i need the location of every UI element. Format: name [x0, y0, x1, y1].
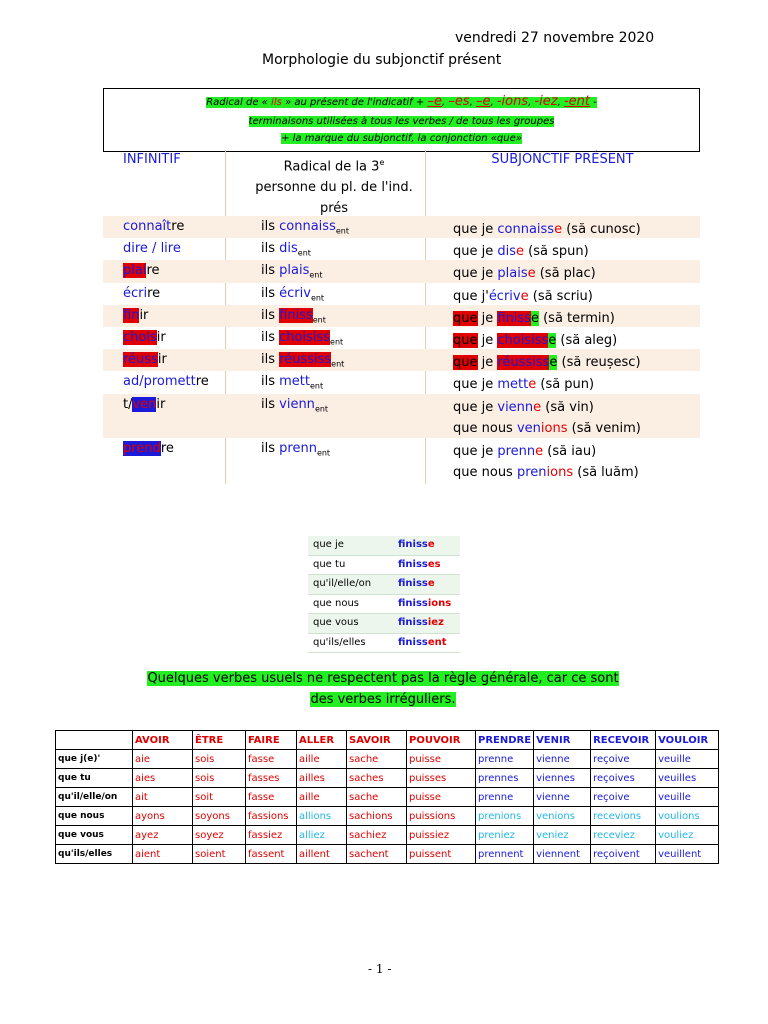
text-fragment: que je: [453, 400, 498, 415]
verb-header: POUVOIR: [407, 731, 476, 750]
verb-form-cell: veuillent: [656, 845, 719, 864]
text-fragment: que je: [453, 444, 498, 459]
irregular-note: Quelques verbes usuels ne respectent pas la règle générale, car ce sont des verbes irréguliers.: [147, 671, 619, 707]
irregular-row: [56, 807, 719, 826]
person-cell: qu'ils/elles: [56, 845, 133, 864]
text-fragment: e: [548, 333, 557, 348]
text-fragment: que j': [453, 289, 489, 304]
infinitive-cell: [123, 397, 165, 412]
irregular-row: [56, 788, 719, 807]
conjugation-row: [103, 349, 700, 371]
finir-form: [398, 539, 435, 550]
text-fragment: ils: [261, 330, 280, 345]
text-fragment: ir: [156, 397, 166, 412]
verb-form-cell: puissiez: [407, 826, 476, 845]
text-fragment: ir: [157, 352, 167, 367]
text-fragment: es: [427, 558, 441, 570]
text-fragment: je: [477, 333, 498, 348]
text-fragment: dis: [497, 244, 517, 259]
text-fragment: e: [549, 355, 558, 370]
verb-form-cell: puissent: [407, 845, 476, 864]
ending-subscript: ent: [310, 293, 325, 303]
text-fragment: ils: [261, 397, 280, 412]
person-cell: que nous: [56, 807, 133, 826]
text-fragment: ils: [261, 374, 280, 389]
text-fragment: ils: [261, 263, 280, 278]
text-fragment: mett: [279, 374, 310, 389]
text-fragment: connaiss: [279, 219, 336, 234]
radical-cell: [261, 397, 328, 414]
infinitive-cell: [123, 441, 174, 456]
finir-form: [398, 617, 444, 628]
finir-person: que tu: [313, 558, 346, 570]
text-fragment: fin: [123, 308, 140, 323]
infinitive-cell: [123, 330, 166, 345]
verb-form-cell: reçoives: [591, 769, 656, 788]
finir-form: [398, 578, 435, 589]
verb-header: AVOIR: [133, 731, 193, 750]
conjugation-row: [103, 283, 700, 305]
text-fragment: (să plac): [535, 266, 596, 281]
verb-form-cell: vienne: [534, 750, 591, 769]
text-fragment: je: [477, 311, 498, 326]
irregular-row: [56, 826, 719, 845]
verb-form-cell: voulions: [656, 807, 719, 826]
verb-header: FAIRE: [246, 731, 297, 750]
ending-subscript: ent: [297, 248, 311, 258]
person-cell: que j(e)': [56, 750, 133, 769]
radical-cell: [261, 241, 311, 258]
verb-form-cell: viennent: [534, 845, 591, 864]
verb-form-cell: soit: [193, 788, 246, 807]
verb-form-cell: alliez: [297, 826, 347, 845]
ending-subscript: ent: [312, 315, 326, 325]
radical-cell: [261, 219, 349, 236]
subjonctif-cell: [453, 441, 639, 483]
text-fragment: que je: [453, 222, 498, 237]
rule-line-1: Radical de « ils » au présent de l'indicatif + –e, –es, –e, -ions, -iez, -ent -: [206, 94, 597, 109]
finir-person: qu'ils/elles: [313, 636, 366, 648]
verb-form-cell: sois: [193, 769, 246, 788]
text-fragment: finiss: [398, 539, 428, 550]
rule-box: [103, 88, 700, 152]
text-fragment: finiss: [398, 597, 428, 609]
verb-form-cell: sache: [347, 788, 407, 807]
text-fragment: réussiss: [279, 352, 332, 367]
text-fragment: ven: [132, 397, 157, 412]
text-fragment: choisiss: [279, 330, 331, 345]
text-fragment: e: [535, 444, 544, 459]
text-fragment: ils: [261, 308, 280, 323]
conjugation-row: [103, 438, 700, 482]
date: vendredi 27 novembre 2020: [455, 30, 655, 46]
text-fragment: choisiss: [497, 333, 549, 348]
person-cell: qu'il/elle/on: [56, 788, 133, 807]
text-fragment: finiss: [398, 558, 428, 570]
radical-cell: [261, 308, 326, 325]
verb-form-cell: aient: [133, 845, 193, 864]
text-fragment: que: [453, 355, 478, 370]
verb-form-cell: puisses: [407, 769, 476, 788]
finir-person: qu'il/elle/on: [313, 578, 372, 589]
verb-form-cell: aillent: [297, 845, 347, 864]
verb-form-cell: aille: [297, 788, 347, 807]
infinitive-cell: [123, 219, 184, 234]
finir-person: que vous: [313, 617, 359, 628]
text-fragment: (să luăm): [573, 465, 639, 480]
text-fragment: que je: [453, 266, 498, 281]
text-fragment: que je: [453, 377, 498, 392]
text-fragment: re: [147, 286, 161, 301]
verb-form-cell: soyons: [193, 807, 246, 826]
text-fragment: écriv: [279, 286, 311, 301]
text-fragment: que: [453, 333, 478, 348]
finir-row: [308, 595, 460, 615]
verb-form-cell: fasse: [246, 788, 297, 807]
text-fragment: ils: [261, 241, 280, 256]
text-fragment: e: [516, 244, 525, 259]
text-fragment: ven: [516, 421, 541, 436]
verb-form-cell: prenne: [476, 750, 534, 769]
person-cell: que tu: [56, 769, 133, 788]
text-fragment: prenn: [497, 444, 536, 459]
verb-form-cell: receviez: [591, 826, 656, 845]
text-fragment: réuss: [123, 352, 158, 367]
finir-person: que je: [313, 539, 344, 550]
text-fragment: e: [533, 400, 542, 415]
text-fragment: finiss: [398, 617, 428, 628]
radical-cell: [261, 441, 330, 458]
subjonctif-cell: [453, 263, 596, 284]
radical-cell: [261, 374, 323, 391]
text-fragment: (să spun): [524, 244, 589, 259]
text-fragment: ils: [261, 352, 280, 367]
verb-form-cell: puisse: [407, 788, 476, 807]
text-fragment: ils: [261, 286, 280, 301]
text-fragment: (să pun): [536, 377, 595, 392]
finir-person: que nous: [313, 597, 360, 609]
radical-cell: [261, 330, 343, 347]
text-fragment: pren: [123, 441, 153, 456]
ending-subscript: ent: [309, 270, 323, 280]
verb-form-cell: prennent: [476, 845, 534, 864]
conjugation-row: [103, 305, 700, 327]
text-fragment: dire / lire: [123, 241, 181, 256]
verb-form-cell: ait: [133, 788, 193, 807]
subjonctif-cell: [453, 241, 589, 262]
verb-form-cell: soyez: [193, 826, 246, 845]
conjugation-row: [103, 327, 700, 349]
verb-header: ÊTRE: [193, 731, 246, 750]
verb-form-cell: fasse: [246, 750, 297, 769]
text-fragment: écriv: [488, 289, 521, 304]
finir-conjugation-table: [308, 536, 460, 653]
finir-row: [308, 634, 460, 654]
verb-form-cell: sache: [347, 750, 407, 769]
text-fragment: pren: [516, 465, 547, 480]
page-number: - 1 -: [368, 962, 392, 976]
infinitive-cell: [123, 286, 160, 301]
verb-form-cell: reçoivent: [591, 845, 656, 864]
finir-row: [308, 575, 460, 595]
verb-form-cell: puisse: [407, 750, 476, 769]
ending-subscript: ent: [330, 337, 344, 347]
conjugation-row: [103, 238, 700, 260]
ending-subscript: ent: [335, 226, 349, 236]
text-fragment: que: [453, 311, 478, 326]
text-fragment: finiss: [497, 311, 531, 326]
ending-subscript: ent: [331, 359, 345, 369]
conjugation-row: [103, 371, 700, 394]
subjonctif-cell: [453, 374, 594, 395]
verb-form-cell: vienne: [534, 788, 591, 807]
text-fragment: ions: [540, 421, 568, 436]
text-fragment: vienn: [497, 400, 534, 415]
verb-form-cell: veuille: [656, 788, 719, 807]
person-cell: que vous: [56, 826, 133, 845]
verb-form-cell: reçoive: [591, 788, 656, 807]
verb-form-cell: aies: [133, 769, 193, 788]
verb-header: SAVOIR: [347, 731, 407, 750]
verb-form-cell: veuille: [656, 750, 719, 769]
text-fragment: (să venim): [567, 421, 641, 436]
text-fragment: ir: [156, 330, 166, 345]
text-fragment: e: [520, 289, 529, 304]
text-fragment: dis: [279, 241, 298, 256]
infinitive-cell: [123, 374, 209, 389]
text-fragment: ent: [427, 636, 447, 648]
text-fragment: réussiss: [497, 355, 550, 370]
verb-form-cell: allions: [297, 807, 347, 826]
text-fragment: chois: [123, 330, 157, 345]
verb-form-cell: sachions: [347, 807, 407, 826]
text-fragment: finiss: [398, 636, 428, 648]
verb-form-cell: sachent: [347, 845, 407, 864]
text-fragment: (să vin): [541, 400, 594, 415]
ending-subscript: ent: [310, 381, 324, 391]
text-fragment: ad/promett: [123, 374, 196, 389]
rule-line-2: terminaisons utilisées à tous les verbes / de tous les groupes: [248, 116, 555, 127]
verb-form-cell: sachiez: [347, 826, 407, 845]
subjonctif-table: [103, 88, 700, 484]
text-fragment: t/: [123, 397, 133, 412]
infinitive-cell: [123, 241, 181, 256]
text-fragment: que nous: [453, 421, 517, 436]
verb-form-cell: fassent: [246, 845, 297, 864]
text-fragment: plai: [123, 263, 147, 278]
finir-form: [398, 637, 447, 648]
verb-form-cell: prenne: [476, 788, 534, 807]
finir-row: [308, 614, 460, 634]
header-radical: Radical de la 3e personne du pl. de l'ind. prés: [255, 158, 413, 217]
verb-header: PRENDRE: [476, 731, 534, 750]
text-fragment: (să iau): [543, 444, 597, 459]
verb-form-cell: fasses: [246, 769, 297, 788]
text-fragment: écri: [123, 286, 148, 301]
ending-subscript: ent: [316, 448, 331, 458]
text-fragment: re: [195, 374, 209, 389]
text-fragment: e: [530, 311, 539, 326]
finir-form: [398, 598, 451, 609]
verb-form-cell: viennes: [534, 769, 591, 788]
text-fragment: (să termin): [538, 311, 615, 326]
text-fragment: (să aleg): [556, 333, 618, 348]
text-fragment: mett: [497, 377, 529, 392]
text-fragment: que nous: [453, 465, 517, 480]
text-fragment: connaiss: [497, 222, 555, 237]
text-fragment: iez: [427, 617, 444, 628]
verb-form-cell: puissions: [407, 807, 476, 826]
verb-form-cell: fassiez: [246, 826, 297, 845]
text-fragment: ir: [139, 308, 149, 323]
radical-cell: [261, 263, 323, 280]
verb-form-cell: sois: [193, 750, 246, 769]
verb-form-cell: aille: [297, 750, 347, 769]
infinitive-cell: [123, 263, 160, 278]
text-fragment: vienn: [279, 397, 315, 412]
irregular-row: [56, 845, 719, 864]
irregular-row: [56, 750, 719, 769]
text-fragment: re: [160, 441, 174, 456]
text-fragment: finiss: [279, 308, 313, 323]
infinitive-cell: [123, 352, 167, 367]
text-fragment: e: [527, 266, 536, 281]
text-fragment: que je: [453, 244, 498, 259]
verb-form-cell: prennes: [476, 769, 534, 788]
conjugation-row: [103, 394, 700, 438]
text-fragment: ils: [261, 441, 280, 456]
text-fragment: re: [146, 263, 160, 278]
header-subjonctif: SUBJONCTIF PRÉSENT: [491, 152, 634, 167]
verb-form-cell: vouliez: [656, 826, 719, 845]
text-fragment: (să scriu): [528, 289, 593, 304]
finir-form: [398, 559, 441, 570]
subjonctif-cell: [453, 397, 641, 439]
text-fragment: plais: [279, 263, 310, 278]
subjonctif-cell: [453, 219, 641, 240]
verb-header: VENIR: [534, 731, 591, 750]
text-fragment: finiss: [398, 578, 428, 589]
text-fragment: (să reușesc): [557, 355, 641, 370]
subjonctif-cell: [453, 352, 641, 373]
text-fragment: e: [554, 222, 563, 237]
verb-form-cell: aie: [133, 750, 193, 769]
subjonctif-cell: [453, 330, 617, 351]
text-fragment: d: [152, 441, 161, 456]
verb-form-cell: prenions: [476, 807, 534, 826]
page-title: Morphologie du subjonctif présent: [262, 52, 502, 68]
verb-form-cell: preniez: [476, 826, 534, 845]
verb-form-cell: saches: [347, 769, 407, 788]
text-fragment: ils: [261, 219, 280, 234]
text-fragment: ions: [546, 465, 574, 480]
radical-cell: [261, 286, 324, 303]
text-fragment: je: [477, 355, 498, 370]
verb-header: ALLER: [297, 731, 347, 750]
text-fragment: ions: [427, 597, 452, 609]
text-fragment: connaît: [123, 219, 172, 234]
text-fragment: plais: [497, 266, 528, 281]
verb-form-cell: ayons: [133, 807, 193, 826]
irregular-verbs-table: [55, 730, 719, 864]
corner-cell: [56, 731, 133, 750]
conjugation-row: [103, 216, 700, 238]
verb-form-cell: veniez: [534, 826, 591, 845]
infinitive-cell: [123, 308, 148, 323]
verb-form-cell: fassions: [246, 807, 297, 826]
radical-cell: [261, 352, 344, 369]
verb-form-cell: recevions: [591, 807, 656, 826]
text-fragment: re: [171, 219, 185, 234]
text-fragment: e: [528, 377, 537, 392]
ending-subscript: ent: [314, 404, 329, 414]
verb-form-cell: ayez: [133, 826, 193, 845]
verb-form-cell: reçoive: [591, 750, 656, 769]
header-infinitif: INFINITIF: [123, 152, 181, 167]
finir-row: [308, 556, 460, 576]
verb-form-cell: veuilles: [656, 769, 719, 788]
text-fragment: prenn: [279, 441, 317, 456]
verb-form-cell: soient: [193, 845, 246, 864]
text-fragment: e: [427, 539, 435, 550]
subjonctif-cell: [453, 286, 593, 307]
subjonctif-cell: [453, 308, 615, 329]
conjugation-row: [103, 260, 700, 283]
text-fragment: e: [427, 578, 435, 589]
verb-form-cell: venions: [534, 807, 591, 826]
irregular-row: [56, 769, 719, 788]
text-fragment: (să cunosc): [562, 222, 641, 237]
verb-header: VOULOIR: [656, 731, 719, 750]
rule-line-3: + la marque du subjonctif, la conjonction «que»: [281, 133, 522, 144]
verb-header: RECEVOIR: [591, 731, 656, 750]
finir-row: [308, 536, 460, 556]
verb-form-cell: ailles: [297, 769, 347, 788]
